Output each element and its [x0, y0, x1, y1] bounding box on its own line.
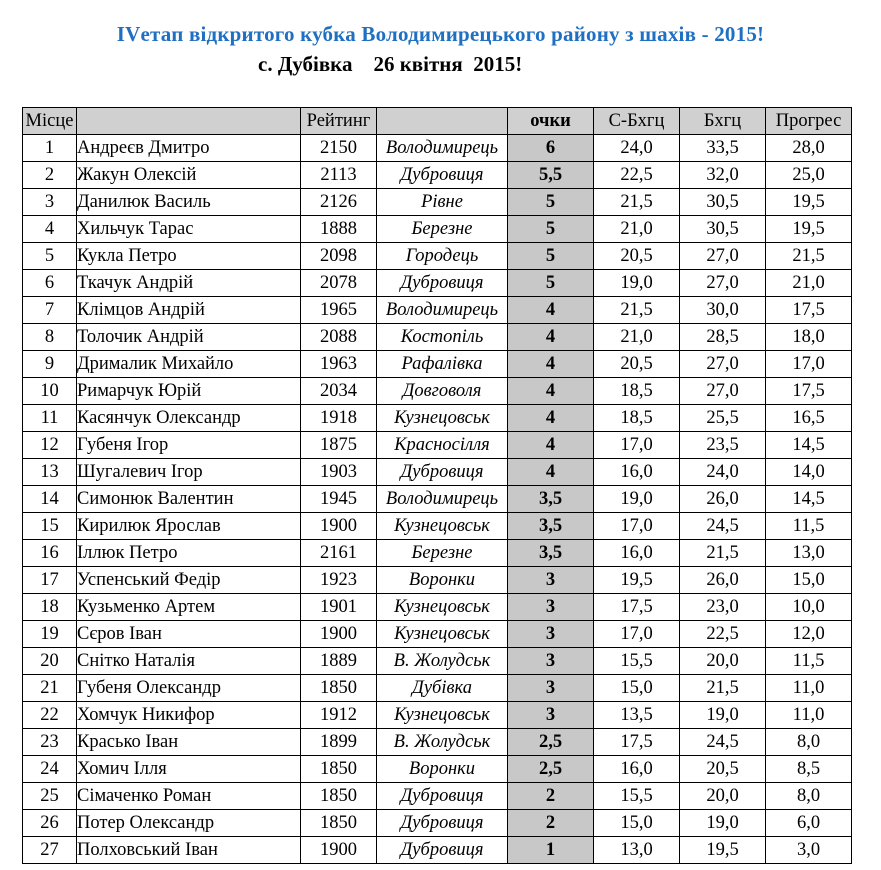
cell-rating: 2126: [301, 189, 377, 216]
cell-place: 7: [23, 297, 77, 324]
page-subtitle: с. Дубівка 26 квітня 2015!: [258, 52, 523, 76]
cell-buchholz: 19,0: [680, 702, 766, 729]
cell-progress: 10,0: [766, 594, 852, 621]
col-header-place: Місце: [23, 108, 77, 135]
col-header-name: [77, 108, 301, 135]
cell-points: 6: [508, 135, 594, 162]
table-row: [23, 459, 852, 486]
col-header-rating: Рейтинг: [301, 108, 377, 135]
cell-progress: 14,5: [766, 432, 852, 459]
cell-progress: 15,0: [766, 567, 852, 594]
cell-town: Кузнецовськ: [377, 621, 508, 648]
cell-town: Дубровиця: [377, 810, 508, 837]
cell-sonneborn-berger: 17,5: [594, 594, 680, 621]
cell-player-name: Симонюк Валентин: [77, 486, 301, 513]
cell-town: В. Жолудськ: [377, 729, 508, 756]
table-row: [23, 783, 852, 810]
cell-points: 5: [508, 243, 594, 270]
results-body: [23, 135, 852, 864]
cell-rating: 1900: [301, 621, 377, 648]
cell-buchholz: 30,5: [680, 189, 766, 216]
cell-buchholz: 27,0: [680, 351, 766, 378]
cell-buchholz: 20,0: [680, 783, 766, 810]
cell-player-name: Полховський Іван: [77, 837, 301, 864]
cell-rating: 1850: [301, 756, 377, 783]
cell-buchholz: 20,5: [680, 756, 766, 783]
cell-progress: 13,0: [766, 540, 852, 567]
cell-sonneborn-berger: 16,0: [594, 540, 680, 567]
cell-town: Дубровиця: [377, 783, 508, 810]
cell-buchholz: 24,5: [680, 729, 766, 756]
cell-progress: 17,0: [766, 351, 852, 378]
cell-buchholz: 23,0: [680, 594, 766, 621]
cell-progress: 8,0: [766, 729, 852, 756]
cell-points: 3,5: [508, 513, 594, 540]
cell-progress: 3,0: [766, 837, 852, 864]
table-row: [23, 432, 852, 459]
cell-place: 10: [23, 378, 77, 405]
cell-player-name: Кукла Петро: [77, 243, 301, 270]
cell-buchholz: 24,0: [680, 459, 766, 486]
cell-rating: 1912: [301, 702, 377, 729]
table-row: [23, 756, 852, 783]
cell-town: Дубровиця: [377, 270, 508, 297]
cell-buchholz: 25,5: [680, 405, 766, 432]
cell-buchholz: 19,0: [680, 810, 766, 837]
cell-progress: 11,0: [766, 675, 852, 702]
cell-town: Воронки: [377, 567, 508, 594]
cell-rating: 1875: [301, 432, 377, 459]
cell-town: Кузнецовськ: [377, 594, 508, 621]
cell-progress: 21,0: [766, 270, 852, 297]
cell-points: 5: [508, 189, 594, 216]
table-row: [23, 270, 852, 297]
table-row: [23, 297, 852, 324]
col-header-bh: Бхгц: [680, 108, 766, 135]
cell-sonneborn-berger: 19,0: [594, 486, 680, 513]
cell-player-name: Данилюк Василь: [77, 189, 301, 216]
col-header-points: очки: [508, 108, 594, 135]
cell-town: Рафалівка: [377, 351, 508, 378]
cell-progress: 12,0: [766, 621, 852, 648]
cell-progress: 16,5: [766, 405, 852, 432]
cell-buchholz: 30,5: [680, 216, 766, 243]
table-row: [23, 567, 852, 594]
cell-buchholz: 27,0: [680, 243, 766, 270]
table-row: [23, 621, 852, 648]
cell-player-name: Андреєв Дмитро: [77, 135, 301, 162]
cell-buchholz: 32,0: [680, 162, 766, 189]
table-row: [23, 837, 852, 864]
cell-rating: 1918: [301, 405, 377, 432]
cell-place: 16: [23, 540, 77, 567]
cell-place: 12: [23, 432, 77, 459]
cell-progress: 19,5: [766, 216, 852, 243]
cell-player-name: Толочик Андрій: [77, 324, 301, 351]
cell-points: 4: [508, 432, 594, 459]
cell-place: 22: [23, 702, 77, 729]
cell-buchholz: 26,0: [680, 486, 766, 513]
cell-town: Володимирець: [377, 135, 508, 162]
cell-place: 20: [23, 648, 77, 675]
col-header-progress: Прогрес: [766, 108, 852, 135]
cell-points: 2,5: [508, 729, 594, 756]
cell-progress: 6,0: [766, 810, 852, 837]
cell-rating: 2150: [301, 135, 377, 162]
cell-player-name: Сєров Іван: [77, 621, 301, 648]
cell-player-name: Кирилюк Ярослав: [77, 513, 301, 540]
table-header-row: [23, 108, 852, 135]
table-row: [23, 405, 852, 432]
col-header-sb: С-Бхгц: [594, 108, 680, 135]
cell-sonneborn-berger: 19,5: [594, 567, 680, 594]
cell-points: 2: [508, 810, 594, 837]
cell-sonneborn-berger: 17,0: [594, 513, 680, 540]
cell-points: 3: [508, 594, 594, 621]
cell-place: 17: [23, 567, 77, 594]
cell-buchholz: 21,5: [680, 675, 766, 702]
cell-sonneborn-berger: 21,5: [594, 189, 680, 216]
cell-rating: 1903: [301, 459, 377, 486]
table-row: [23, 189, 852, 216]
cell-player-name: Кузьменко Артем: [77, 594, 301, 621]
cell-place: 6: [23, 270, 77, 297]
cell-place: 18: [23, 594, 77, 621]
cell-buchholz: 20,0: [680, 648, 766, 675]
cell-place: 13: [23, 459, 77, 486]
cell-sonneborn-berger: 21,0: [594, 324, 680, 351]
cell-sonneborn-berger: 16,0: [594, 459, 680, 486]
cell-rating: 1850: [301, 810, 377, 837]
table-row: [23, 378, 852, 405]
cell-progress: 14,5: [766, 486, 852, 513]
cell-progress: 18,0: [766, 324, 852, 351]
cell-rating: 1899: [301, 729, 377, 756]
cell-player-name: Губеня Ігор: [77, 432, 301, 459]
cell-player-name: Жакун Олексій: [77, 162, 301, 189]
cell-town: Костопіль: [377, 324, 508, 351]
cell-sonneborn-berger: 18,5: [594, 405, 680, 432]
cell-points: 4: [508, 405, 594, 432]
cell-place: 15: [23, 513, 77, 540]
table-row: [23, 540, 852, 567]
cell-rating: 1965: [301, 297, 377, 324]
cell-player-name: Потер Олександр: [77, 810, 301, 837]
cell-place: 5: [23, 243, 77, 270]
cell-sonneborn-berger: 15,0: [594, 675, 680, 702]
cell-rating: 2098: [301, 243, 377, 270]
cell-points: 3: [508, 702, 594, 729]
cell-place: 3: [23, 189, 77, 216]
cell-place: 14: [23, 486, 77, 513]
cell-points: 2,5: [508, 756, 594, 783]
cell-points: 3,5: [508, 486, 594, 513]
cell-points: 3,5: [508, 540, 594, 567]
cell-points: 1: [508, 837, 594, 864]
cell-points: 3: [508, 675, 594, 702]
cell-town: Дубровиця: [377, 162, 508, 189]
cell-place: 25: [23, 783, 77, 810]
cell-rating: 1945: [301, 486, 377, 513]
cell-buchholz: 30,0: [680, 297, 766, 324]
table-row: [23, 324, 852, 351]
table-row: [23, 135, 852, 162]
cell-sonneborn-berger: 21,0: [594, 216, 680, 243]
cell-progress: 11,5: [766, 513, 852, 540]
cell-points: 4: [508, 297, 594, 324]
cell-points: 3: [508, 648, 594, 675]
cell-rating: 2161: [301, 540, 377, 567]
cell-points: 4: [508, 378, 594, 405]
cell-rating: 1850: [301, 675, 377, 702]
cell-sonneborn-berger: 17,0: [594, 432, 680, 459]
cell-place: 11: [23, 405, 77, 432]
cell-progress: 21,5: [766, 243, 852, 270]
cell-buchholz: 28,5: [680, 324, 766, 351]
cell-points: 4: [508, 351, 594, 378]
cell-sonneborn-berger: 20,5: [594, 351, 680, 378]
cell-sonneborn-berger: 24,0: [594, 135, 680, 162]
cell-town: В. Жолудськ: [377, 648, 508, 675]
cell-buchholz: 19,5: [680, 837, 766, 864]
cell-points: 5,5: [508, 162, 594, 189]
cell-sonneborn-berger: 18,5: [594, 378, 680, 405]
cell-sonneborn-berger: 13,5: [594, 702, 680, 729]
cell-town: Довговоля: [377, 378, 508, 405]
cell-town: Городець: [377, 243, 508, 270]
cell-player-name: Ткачук Андрій: [77, 270, 301, 297]
cell-player-name: Успенський Федір: [77, 567, 301, 594]
cell-progress: 17,5: [766, 297, 852, 324]
cell-points: 2: [508, 783, 594, 810]
cell-rating: 2113: [301, 162, 377, 189]
cell-buchholz: 26,0: [680, 567, 766, 594]
cell-rating: 1901: [301, 594, 377, 621]
cell-place: 19: [23, 621, 77, 648]
cell-player-name: Касянчук Олександр: [77, 405, 301, 432]
cell-progress: 28,0: [766, 135, 852, 162]
cell-points: 3: [508, 621, 594, 648]
cell-rating: 2034: [301, 378, 377, 405]
table-row: [23, 594, 852, 621]
cell-place: 2: [23, 162, 77, 189]
cell-buchholz: 22,5: [680, 621, 766, 648]
cell-place: 8: [23, 324, 77, 351]
cell-rating: 1963: [301, 351, 377, 378]
cell-progress: 14,0: [766, 459, 852, 486]
cell-progress: 19,5: [766, 189, 852, 216]
cell-town: Кузнецовськ: [377, 405, 508, 432]
cell-sonneborn-berger: 16,0: [594, 756, 680, 783]
table-row: [23, 810, 852, 837]
cell-progress: 11,0: [766, 702, 852, 729]
table-row: [23, 162, 852, 189]
cell-sonneborn-berger: 13,0: [594, 837, 680, 864]
cell-progress: 25,0: [766, 162, 852, 189]
cell-town: Воронки: [377, 756, 508, 783]
cell-points: 4: [508, 324, 594, 351]
cell-buchholz: 21,5: [680, 540, 766, 567]
cell-player-name: Хомич Ілля: [77, 756, 301, 783]
table-row: [23, 702, 852, 729]
table-row: [23, 216, 852, 243]
cell-sonneborn-berger: 21,5: [594, 297, 680, 324]
cell-sonneborn-berger: 15,5: [594, 783, 680, 810]
cell-points: 3: [508, 567, 594, 594]
cell-town: Березне: [377, 216, 508, 243]
cell-sonneborn-berger: 17,5: [594, 729, 680, 756]
table-row: [23, 513, 852, 540]
cell-rating: 1900: [301, 513, 377, 540]
cell-town: Красносілля: [377, 432, 508, 459]
cell-town: Дубровиця: [377, 837, 508, 864]
cell-sonneborn-berger: 17,0: [594, 621, 680, 648]
cell-player-name: Іллюк Петро: [77, 540, 301, 567]
cell-town: Дубівка: [377, 675, 508, 702]
cell-player-name: Снітко Наталія: [77, 648, 301, 675]
cell-town: Кузнецовськ: [377, 702, 508, 729]
cell-sonneborn-berger: 19,0: [594, 270, 680, 297]
cell-rating: 1888: [301, 216, 377, 243]
cell-player-name: Дрималик Михайло: [77, 351, 301, 378]
cell-player-name: Сімаченко Роман: [77, 783, 301, 810]
cell-buchholz: 33,5: [680, 135, 766, 162]
table-row: [23, 648, 852, 675]
cell-place: 24: [23, 756, 77, 783]
cell-player-name: Шугалевич Ігор: [77, 459, 301, 486]
results-table: [22, 107, 852, 864]
cell-town: Володимирець: [377, 297, 508, 324]
table-row: [23, 486, 852, 513]
cell-player-name: Хильчук Тарас: [77, 216, 301, 243]
cell-player-name: Красько Іван: [77, 729, 301, 756]
cell-place: 1: [23, 135, 77, 162]
cell-points: 5: [508, 216, 594, 243]
table-row: [23, 243, 852, 270]
cell-points: 4: [508, 459, 594, 486]
cell-sonneborn-berger: 15,0: [594, 810, 680, 837]
cell-rating: 1923: [301, 567, 377, 594]
cell-rating: 2078: [301, 270, 377, 297]
col-header-town: [377, 108, 508, 135]
page-title: IVетап відкритого кубка Володимирецького району з шахів - 2015!: [116, 22, 765, 46]
cell-player-name: Губеня Олександр: [77, 675, 301, 702]
cell-points: 5: [508, 270, 594, 297]
cell-rating: 1900: [301, 837, 377, 864]
cell-town: Кузнецовськ: [377, 513, 508, 540]
cell-progress: 17,5: [766, 378, 852, 405]
cell-rating: 2088: [301, 324, 377, 351]
cell-rating: 1850: [301, 783, 377, 810]
cell-place: 9: [23, 351, 77, 378]
cell-progress: 11,5: [766, 648, 852, 675]
cell-place: 26: [23, 810, 77, 837]
table-row: [23, 351, 852, 378]
cell-buchholz: 27,0: [680, 270, 766, 297]
cell-player-name: Хомчук Никифор: [77, 702, 301, 729]
cell-player-name: Клімцов Андрій: [77, 297, 301, 324]
cell-place: 4: [23, 216, 77, 243]
cell-place: 27: [23, 837, 77, 864]
cell-town: Володимирець: [377, 486, 508, 513]
cell-player-name: Римарчук Юрій: [77, 378, 301, 405]
table-row: [23, 675, 852, 702]
cell-sonneborn-berger: 15,5: [594, 648, 680, 675]
table-row: [23, 729, 852, 756]
cell-town: Дубровиця: [377, 459, 508, 486]
cell-rating: 1889: [301, 648, 377, 675]
cell-sonneborn-berger: 20,5: [594, 243, 680, 270]
cell-sonneborn-berger: 22,5: [594, 162, 680, 189]
cell-buchholz: 24,5: [680, 513, 766, 540]
cell-place: 21: [23, 675, 77, 702]
cell-progress: 8,5: [766, 756, 852, 783]
cell-buchholz: 23,5: [680, 432, 766, 459]
cell-buchholz: 27,0: [680, 378, 766, 405]
cell-town: Березне: [377, 540, 508, 567]
cell-place: 23: [23, 729, 77, 756]
cell-town: Рівне: [377, 189, 508, 216]
cell-progress: 8,0: [766, 783, 852, 810]
